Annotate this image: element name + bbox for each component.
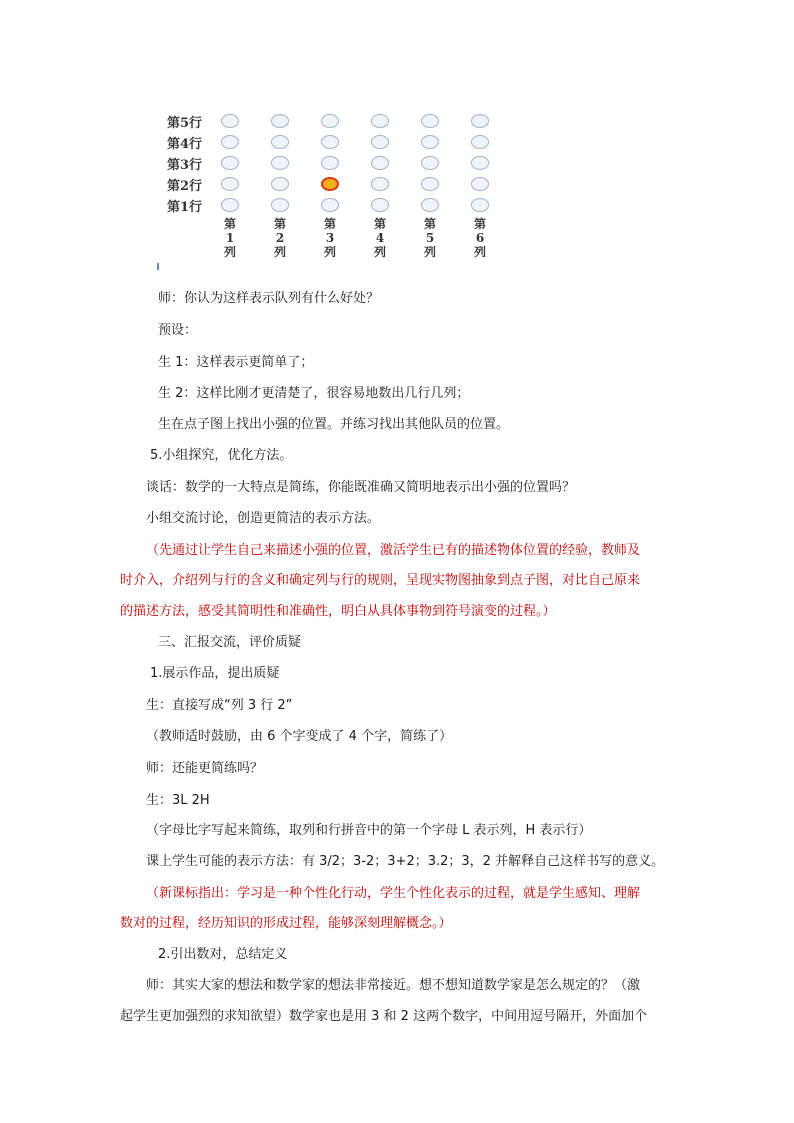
seat-dot — [471, 114, 489, 128]
design-note: 数对的过程，经历知识的形成过程，能够深刻理解概念。） — [120, 916, 452, 931]
text-line: 小组交流讨论，创造更简洁的表示方法。 — [146, 511, 381, 526]
column-label: 第 3 列 — [323, 217, 336, 259]
highlighted-seat-dot — [321, 177, 339, 191]
seat-dot — [221, 135, 239, 149]
section-heading: 2.引出数对，总结定义 — [158, 947, 288, 962]
text-line: 生：直接写成“列 3 行 2” — [146, 698, 293, 713]
design-note: （新课标指出：学习是一种个性化行动，学生个性化表示的过程，就是学生感知、理解 — [146, 886, 641, 901]
row-label: 第4行 — [167, 137, 203, 152]
seat-dot — [271, 177, 289, 191]
seat-dot — [221, 198, 239, 212]
seat-dot — [371, 198, 389, 212]
seat-dot — [471, 156, 489, 170]
seat-dot — [421, 177, 439, 191]
column-label: 第 2 列 — [273, 217, 286, 259]
seat-dot — [271, 198, 289, 212]
text-line: 师：你认为这样表示队列有什么好处？ — [158, 291, 380, 306]
seat-dot — [321, 135, 339, 149]
text-line: 课上学生可能的表示方法：有 3/2；3-2；3+2；3.2；3，2 并解释自己这样书写的意义。 — [146, 854, 665, 869]
text-line: （字母比字写起来简练，取列和行拼音中的第一个字母 L 表示列，H 表示行） — [146, 823, 592, 838]
seat-dot — [371, 177, 389, 191]
row-label: 第1行 — [167, 200, 203, 215]
seat-dot — [271, 135, 289, 149]
seat-dot — [421, 114, 439, 128]
seat-dot — [371, 156, 389, 170]
row-label: 第3行 — [167, 158, 203, 173]
decorative-mark — [157, 263, 159, 270]
seat-dot — [321, 156, 339, 170]
text-line: 生 1：这样表示更简单了； — [158, 355, 314, 370]
section-heading: 1.展示作品，提出质疑 — [150, 666, 280, 681]
seat-dot — [421, 135, 439, 149]
seat-dot — [321, 198, 339, 212]
column-label: 第 6 列 — [473, 217, 486, 259]
seat-chart — [160, 104, 500, 266]
seat-dot — [371, 135, 389, 149]
text-line: 生在点子图上找出小强的位置。并练习找出其他队员的位置。 — [158, 417, 510, 432]
text-line: 生：3L 2H — [146, 793, 210, 808]
text-line: （教师适时鼓励，由 6 个字变成了 4 个字，简练了） — [146, 729, 453, 744]
seat-dot — [221, 114, 239, 128]
text-line: 谈话：数学的一大特点是简练，你能既准确又简明地表示出小强的位置吗？ — [146, 480, 576, 495]
text-line: 生 2：这样比刚才更清楚了，很容易地数出几行几列； — [158, 386, 470, 401]
section-heading: 三、汇报交流，评价质疑 — [158, 635, 302, 650]
seat-dot — [471, 135, 489, 149]
text-line: 预设： — [158, 323, 198, 338]
seat-dot — [471, 198, 489, 212]
seat-dot — [221, 156, 239, 170]
design-note: 的描述方法，感受其简明性和准确性，明白从具体事物到符号演变的过程。） — [120, 604, 556, 619]
text-line: 起学生更加强烈的求知欲望）数学家也是用 3 和 2 这两个数字，中间用逗号隔开，外面加个 — [120, 1009, 648, 1024]
row-label: 第5行 — [167, 116, 203, 131]
row-label: 第2行 — [167, 179, 203, 194]
column-label: 第 1 列 — [223, 217, 236, 259]
seat-dot — [421, 156, 439, 170]
design-note: （先通过让学生自己来描述小强的位置，激活学生已有的描述物体位置的经验，教师及 — [146, 543, 641, 558]
seat-dot — [271, 156, 289, 170]
column-label: 第 4 列 — [373, 217, 386, 259]
seat-dot — [421, 198, 439, 212]
seat-dot — [371, 114, 389, 128]
seat-dot — [321, 114, 339, 128]
section-heading: 5.小组探究，优化方法。 — [150, 448, 293, 463]
text-line: 师：其实大家的想法和数学家的想法非常接近。想不想知道数学家是怎么规定的？（激 — [146, 978, 641, 993]
column-label: 第 5 列 — [423, 217, 436, 259]
text-line: 师：还能更简练吗？ — [146, 761, 264, 776]
seat-dot — [471, 177, 489, 191]
seat-dot — [271, 114, 289, 128]
design-note: 时介入，介绍列与行的含义和确定列与行的规则，呈现实物图抽象到点子图，对比自己原来 — [120, 573, 641, 588]
seat-dot — [221, 177, 239, 191]
